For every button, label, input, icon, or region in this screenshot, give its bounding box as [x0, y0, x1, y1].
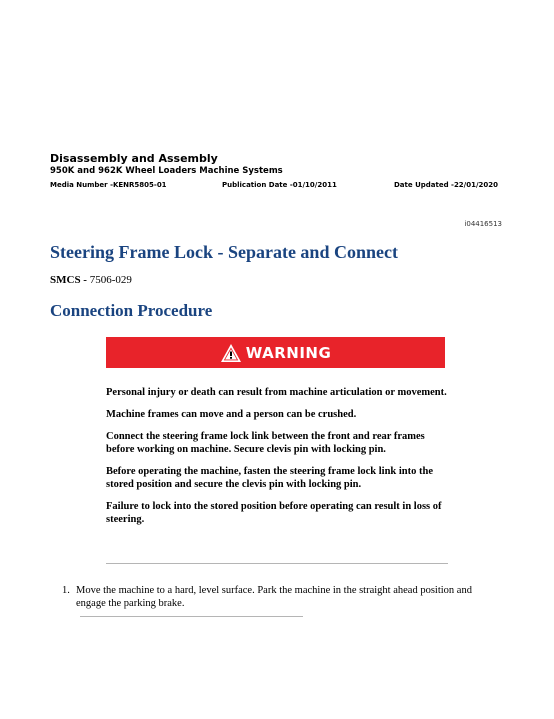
step-divider: [80, 616, 303, 617]
document-title: Disassembly and Assembly: [50, 152, 218, 165]
smcs-code: [50, 274, 132, 286]
section-title: Steering Frame Lock - Separate and Connect: [50, 242, 398, 262]
document-subtitle: 950K and 962K Wheel Loaders Machine Systems: [50, 166, 283, 176]
date-updated: Date Updated -22/01/2020: [394, 181, 499, 189]
warning-paragraph: Machine frames can move and a person can be crushed.: [106, 409, 357, 420]
warning-banner: [106, 337, 445, 368]
smcs-label: SMCS -: [50, 274, 87, 286]
document-id: i04416513: [464, 220, 502, 228]
warning-label: WARNING: [245, 343, 332, 362]
publication-date: Publication Date -01/10/2011: [222, 181, 337, 189]
warning-body: [106, 386, 451, 535]
warning-paragraph: Failure to lock into the stored position before operating can result in loss of steering.: [106, 501, 442, 525]
warning-divider: [106, 563, 448, 564]
warning-paragraph: Personal injury or death can result from machine articulation or movement.: [106, 387, 447, 398]
step-item: [62, 584, 502, 610]
warning-paragraph: Before operating the machine, fasten the steering frame lock link into the stored position and secure the clevis pin with locking pin.: [106, 466, 434, 490]
step-text: Move the machine to a hard, level surface. Park the machine in the straight ahead position and engage the parking brake.: [76, 585, 472, 609]
warning-triangle-icon: [220, 343, 242, 363]
warning-paragraph: Connect the steering frame lock link between the front and rear frames before working on machine. Secure clevis pin with locking pin.: [106, 431, 425, 455]
subsection-title: Connection Procedure: [50, 301, 213, 320]
smcs-value: 7506-029: [86, 274, 132, 286]
media-number: Media Number -KENR5805-01: [50, 181, 167, 189]
step-number: 1.: [62, 585, 70, 596]
